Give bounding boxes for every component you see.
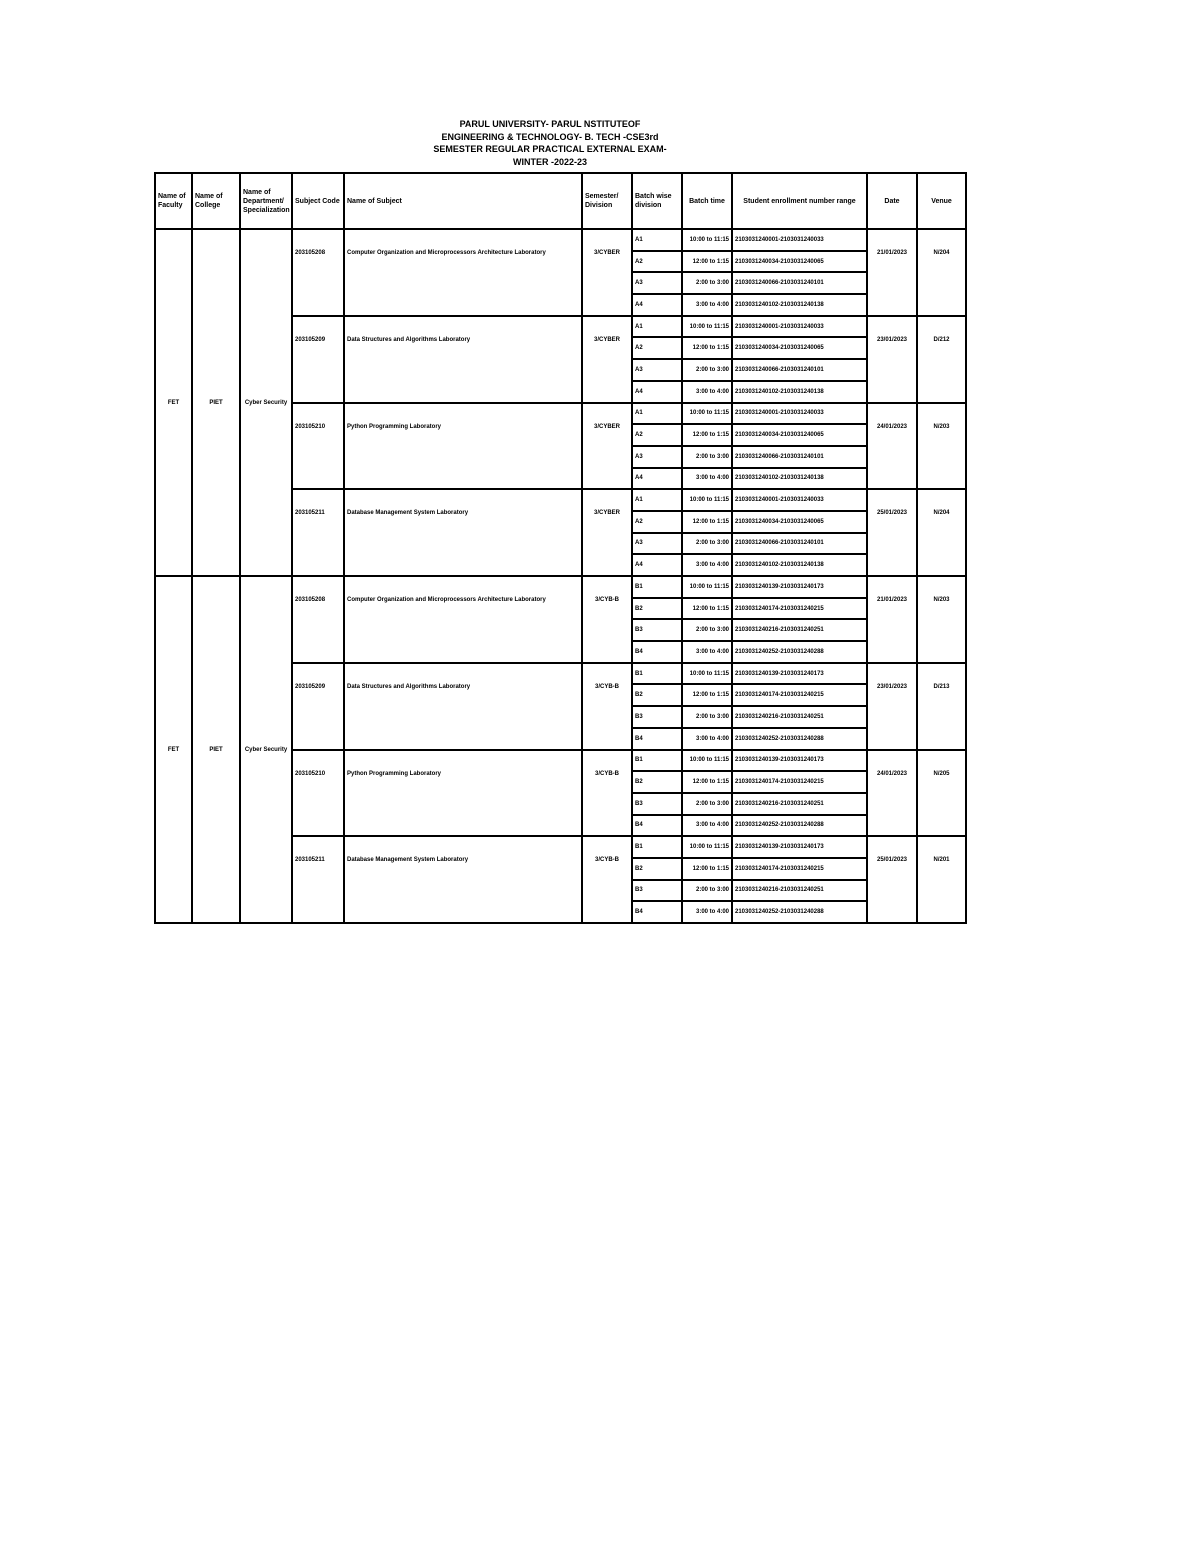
batch-time-cell: 10:00 to 11:15 [682, 316, 732, 338]
batch-cell: A1 [632, 229, 682, 251]
batch-time-cell: 3:00 to 4:00 [682, 901, 732, 923]
subject-code-cell: 203105208 [292, 576, 344, 663]
batch-cell: B2 [632, 598, 682, 620]
enrollment-range-cell: 2103031240139-2103031240173 [732, 836, 867, 858]
date-cell: 23/01/2023 [867, 316, 917, 403]
faculty-cell: FET [155, 229, 192, 576]
document-title [400, 118, 700, 168]
batch-time-cell: 10:00 to 11:15 [682, 403, 732, 425]
subject-code-cell: 203105210 [292, 750, 344, 837]
date-cell: 24/01/2023 [867, 403, 917, 490]
semester-cell: 3/CYBER [582, 316, 632, 403]
date-cell: 25/01/2023 [867, 489, 917, 576]
table-row [155, 576, 966, 598]
semester-cell: 3/CYB-B [582, 663, 632, 750]
venue-cell: N/205 [917, 750, 966, 837]
enrollment-range-cell: 2103031240001-2103031240033 [732, 316, 867, 338]
semester-cell: 3/CYBER [582, 403, 632, 490]
batch-time-cell: 10:00 to 11:15 [682, 229, 732, 251]
enrollment-range-cell: 2103031240139-2103031240173 [732, 663, 867, 685]
enrollment-range-cell: 2103031240216-2103031240251 [732, 793, 867, 815]
subject-name-cell: Python Programming Laboratory [344, 403, 582, 490]
batch-time-cell: 12:00 to 1:15 [682, 251, 732, 273]
batch-time-cell: 10:00 to 11:15 [682, 576, 732, 598]
batch-cell: B2 [632, 771, 682, 793]
date-cell: 21/01/2023 [867, 576, 917, 663]
batch-time-cell: 3:00 to 4:00 [682, 554, 732, 576]
subject-code-cell: 203105209 [292, 663, 344, 750]
batch-cell: B3 [632, 880, 682, 902]
batch-cell: A4 [632, 294, 682, 316]
batch-cell: A1 [632, 489, 682, 511]
enrollment-range-cell: 2103031240001-2103031240033 [732, 229, 867, 251]
header-subject-name: Name of Subject [344, 173, 582, 229]
enrollment-range-cell: 2103031240066-2103031240101 [732, 533, 867, 555]
faculty-cell: FET [155, 576, 192, 923]
batch-time-cell: 2:00 to 3:00 [682, 880, 732, 902]
schedule-body [155, 229, 966, 923]
batch-cell: A3 [632, 533, 682, 555]
batch-time-cell: 2:00 to 3:00 [682, 533, 732, 555]
batch-time-cell: 3:00 to 4:00 [682, 728, 732, 750]
header-semester: Semester/ Division [582, 173, 632, 229]
enrollment-range-cell: 2103031240066-2103031240101 [732, 446, 867, 468]
batch-cell: B3 [632, 793, 682, 815]
batch-cell: B4 [632, 728, 682, 750]
header-date: Date [867, 173, 917, 229]
subject-code-cell: 203105208 [292, 229, 344, 316]
subject-name-cell: Computer Organization and Microprocessors Architecture Laboratory [344, 576, 582, 663]
enrollment-range-cell: 2103031240102-2103031240138 [732, 294, 867, 316]
title-line: PARUL UNIVERSITY- PARUL NSTITUTEOF [459, 119, 641, 129]
batch-cell: B3 [632, 706, 682, 728]
date-cell: 23/01/2023 [867, 663, 917, 750]
date-cell: 25/01/2023 [867, 836, 917, 923]
date-cell: 21/01/2023 [867, 229, 917, 316]
subject-name-cell: Computer Organization and Microprocessors Architecture Laboratory [344, 229, 582, 316]
header-venue: Venue [917, 173, 966, 229]
date-cell: 24/01/2023 [867, 750, 917, 837]
table-row [155, 229, 966, 251]
batch-time-cell: 12:00 to 1:15 [682, 337, 732, 359]
batch-time-cell: 2:00 to 3:00 [682, 446, 732, 468]
batch-cell: B2 [632, 684, 682, 706]
subject-name-cell: Python Programming Laboratory [344, 750, 582, 837]
header-batch-time: Batch time [682, 173, 732, 229]
batch-time-cell: 3:00 to 4:00 [682, 815, 732, 837]
batch-time-cell: 12:00 to 1:15 [682, 598, 732, 620]
enrollment-range-cell: 2103031240216-2103031240251 [732, 880, 867, 902]
department-cell: Cyber Security [240, 229, 292, 576]
batch-cell: A4 [632, 381, 682, 403]
enrollment-range-cell: 2103031240252-2103031240288 [732, 901, 867, 923]
batch-time-cell: 2:00 to 3:00 [682, 272, 732, 294]
batch-time-cell: 12:00 to 1:15 [682, 771, 732, 793]
subject-code-cell: 203105211 [292, 836, 344, 923]
enrollment-range-cell: 2103031240102-2103031240138 [732, 554, 867, 576]
batch-time-cell: 2:00 to 3:00 [682, 793, 732, 815]
enrollment-range-cell: 2103031240252-2103031240288 [732, 815, 867, 837]
subject-name-cell: Database Management System Laboratory [344, 836, 582, 923]
batch-cell: B4 [632, 815, 682, 837]
batch-time-cell: 12:00 to 1:15 [682, 424, 732, 446]
college-cell: PIET [192, 229, 240, 576]
subject-code-cell: 203105211 [292, 489, 344, 576]
title-line: SEMESTER REGULAR PRACTICAL EXTERNAL EXAM- [433, 144, 667, 154]
semester-cell: 3/CYBER [582, 229, 632, 316]
batch-time-cell: 3:00 to 4:00 [682, 641, 732, 663]
venue-cell: N/204 [917, 489, 966, 576]
batch-time-cell: 10:00 to 11:15 [682, 663, 732, 685]
department-cell: Cyber Security [240, 576, 292, 923]
batch-time-cell: 10:00 to 11:15 [682, 836, 732, 858]
venue-cell: N/203 [917, 576, 966, 663]
subject-name-cell: Data Structures and Algorithms Laboratory [344, 663, 582, 750]
enrollment-range-cell: 2103031240216-2103031240251 [732, 619, 867, 641]
header-college: Name of College [192, 173, 240, 229]
batch-time-cell: 10:00 to 11:15 [682, 750, 732, 772]
batch-cell: B2 [632, 858, 682, 880]
subject-name-cell: Database Management System Laboratory [344, 489, 582, 576]
enrollment-range-cell: 2103031240174-2103031240215 [732, 598, 867, 620]
header-subject-code: Subject Code [292, 173, 344, 229]
venue-cell: D/213 [917, 663, 966, 750]
title-line: ENGINEERING & TECHNOLOGY- B. TECH -CSE3rd [441, 131, 659, 142]
batch-time-cell: 2:00 to 3:00 [682, 359, 732, 381]
batch-cell: A2 [632, 424, 682, 446]
enrollment-range-cell: 2103031240174-2103031240215 [732, 771, 867, 793]
batch-cell: A4 [632, 554, 682, 576]
enrollment-range-cell: 2103031240174-2103031240215 [732, 684, 867, 706]
title-line: WINTER -2022-23 [512, 156, 588, 167]
enrollment-range-cell: 2103031240034-2103031240065 [732, 251, 867, 273]
batch-time-cell: 10:00 to 11:15 [682, 489, 732, 511]
batch-time-cell: 12:00 to 1:15 [682, 511, 732, 533]
batch-cell: A1 [632, 316, 682, 338]
batch-cell: A2 [632, 337, 682, 359]
batch-cell: B1 [632, 750, 682, 772]
subject-name-cell: Data Structures and Algorithms Laboratory [344, 316, 582, 403]
batch-cell: B1 [632, 836, 682, 858]
enrollment-range-cell: 2103031240066-2103031240101 [732, 272, 867, 294]
enrollment-range-cell: 2103031240066-2103031240101 [732, 359, 867, 381]
semester-cell: 3/CYB-B [582, 576, 632, 663]
enrollment-range-cell: 2103031240102-2103031240138 [732, 381, 867, 403]
batch-time-cell: 12:00 to 1:15 [682, 684, 732, 706]
header-batch: Batch wise division [632, 173, 682, 229]
enrollment-range-cell: 2103031240174-2103031240215 [732, 858, 867, 880]
venue-cell: N/204 [917, 229, 966, 316]
batch-time-cell: 3:00 to 4:00 [682, 294, 732, 316]
exam-schedule-table [154, 172, 967, 924]
college-cell: PIET [192, 576, 240, 923]
batch-cell: B1 [632, 576, 682, 598]
batch-time-cell: 3:00 to 4:00 [682, 381, 732, 403]
enrollment-range-cell: 2103031240001-2103031240033 [732, 489, 867, 511]
header-department: Name of Department/ Specialization [240, 173, 292, 229]
enrollment-range-cell: 2103031240252-2103031240288 [732, 641, 867, 663]
batch-cell: B1 [632, 663, 682, 685]
enrollment-range-cell: 2103031240102-2103031240138 [732, 468, 867, 490]
batch-cell: B3 [632, 619, 682, 641]
enrollment-range-cell: 2103031240001-2103031240033 [732, 403, 867, 425]
header-enrollment-range: Student enrollment number range [732, 173, 867, 229]
batch-cell: A4 [632, 468, 682, 490]
enrollment-range-cell: 2103031240034-2103031240065 [732, 511, 867, 533]
batch-time-cell: 2:00 to 3:00 [682, 619, 732, 641]
batch-cell: A2 [632, 511, 682, 533]
batch-cell: B4 [632, 901, 682, 923]
batch-cell: A3 [632, 272, 682, 294]
enrollment-range-cell: 2103031240139-2103031240173 [732, 750, 867, 772]
header-row [155, 173, 966, 229]
semester-cell: 3/CYB-B [582, 750, 632, 837]
enrollment-range-cell: 2103031240139-2103031240173 [732, 576, 867, 598]
batch-time-cell: 2:00 to 3:00 [682, 706, 732, 728]
batch-cell: A2 [632, 251, 682, 273]
batch-cell: A1 [632, 403, 682, 425]
venue-cell: N/203 [917, 403, 966, 490]
subject-code-cell: 203105210 [292, 403, 344, 490]
batch-time-cell: 3:00 to 4:00 [682, 468, 732, 490]
batch-cell: A3 [632, 359, 682, 381]
venue-cell: N/201 [917, 836, 966, 923]
semester-cell: 3/CYB-B [582, 836, 632, 923]
enrollment-range-cell: 2103031240252-2103031240288 [732, 728, 867, 750]
enrollment-range-cell: 2103031240034-2103031240065 [732, 424, 867, 446]
venue-cell: D/212 [917, 316, 966, 403]
header-faculty: Name of Faculty [155, 173, 192, 229]
semester-cell: 3/CYBER [582, 489, 632, 576]
enrollment-range-cell: 2103031240216-2103031240251 [732, 706, 867, 728]
batch-cell: B4 [632, 641, 682, 663]
subject-code-cell: 203105209 [292, 316, 344, 403]
enrollment-range-cell: 2103031240034-2103031240065 [732, 337, 867, 359]
batch-time-cell: 12:00 to 1:15 [682, 858, 732, 880]
batch-cell: A3 [632, 446, 682, 468]
